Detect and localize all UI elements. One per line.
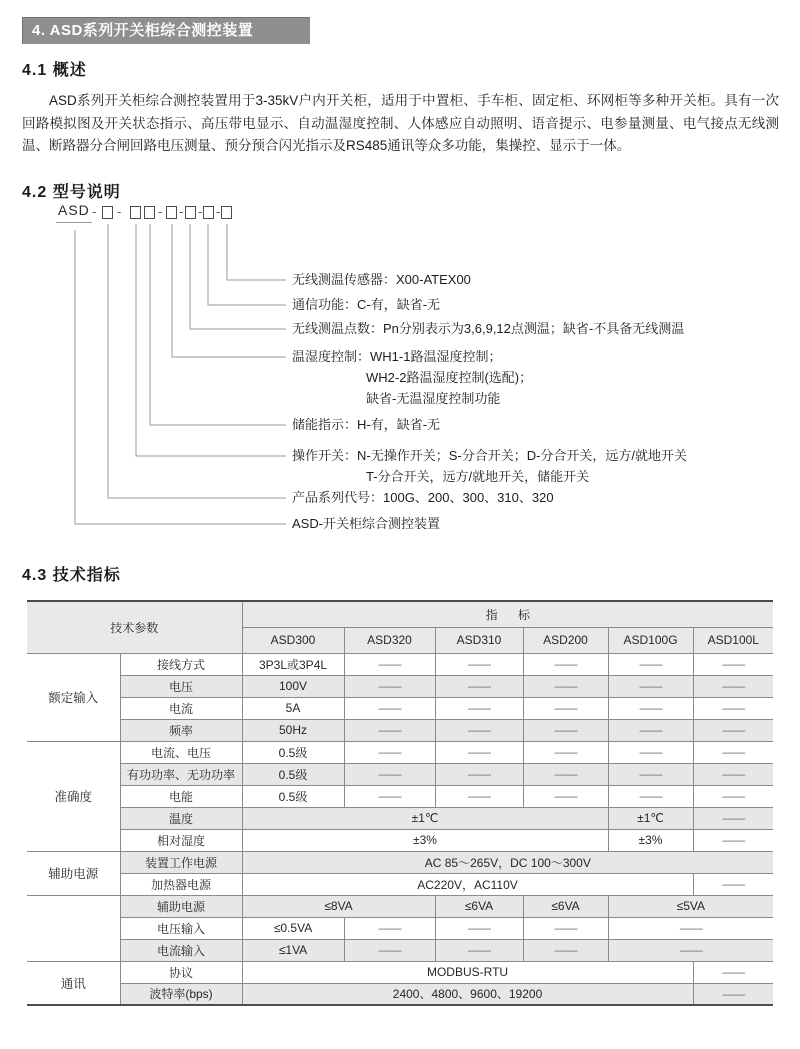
- group-label: 准确度: [27, 741, 120, 851]
- table-cell: ±3%: [608, 829, 693, 851]
- table-cell: ——: [344, 939, 435, 961]
- model-label: 无线测温点数：Pn分别表示为3,6,9,12点测温；缺省-不具备无线测温: [292, 321, 685, 336]
- table-row: [27, 851, 773, 873]
- model-box: [185, 206, 196, 219]
- table-cell: 2400、4800、9600、19200: [242, 983, 693, 1005]
- table-cell: 0.5级: [242, 763, 344, 785]
- model-label: 通信功能：C-有，缺省-无: [292, 297, 441, 312]
- table-cell: ±1℃: [608, 807, 693, 829]
- model-dash: -: [216, 204, 221, 219]
- table-row: [27, 895, 773, 917]
- model-prefix: ASD: [56, 202, 92, 223]
- param-label: 电能: [120, 785, 242, 807]
- col-header: ASD100L: [693, 627, 773, 653]
- param-header: 技术参数: [27, 601, 242, 653]
- model-box: [144, 206, 155, 219]
- table-row: [27, 917, 773, 939]
- param-label: 加热器电源: [120, 873, 242, 895]
- table-cell: ±3%: [242, 829, 608, 851]
- model-label: 无线测温传感器：X00-ATEX00: [292, 272, 471, 287]
- param-label: 相对湿度: [120, 829, 242, 851]
- spec-table-body: [27, 653, 773, 1005]
- model-dash: -: [92, 204, 97, 219]
- param-label: 温度: [120, 807, 242, 829]
- param-label: 电流、电压: [120, 741, 242, 763]
- param-label: 接线方式: [120, 653, 242, 675]
- table-cell: ——: [693, 653, 773, 675]
- model-dash: -: [158, 204, 163, 219]
- group-label: 额定输入: [27, 653, 120, 741]
- table-cell: ——: [693, 961, 773, 983]
- table-cell: ——: [693, 829, 773, 851]
- table-cell: 0.5级: [242, 785, 344, 807]
- table-cell: ——: [608, 741, 693, 763]
- table-cell: ——: [523, 719, 608, 741]
- table-cell: ≤8VA: [242, 895, 435, 917]
- table-cell: ——: [693, 983, 773, 1005]
- indicator-header: 指标: [242, 601, 773, 627]
- param-label: 电压: [120, 675, 242, 697]
- param-label: 波特率(bps): [120, 983, 242, 1005]
- table-cell: ——: [344, 653, 435, 675]
- param-label: 电流: [120, 697, 242, 719]
- table-cell: ——: [344, 741, 435, 763]
- param-label: 频率: [120, 719, 242, 741]
- section-title-bar: [22, 17, 310, 44]
- table-cell: ——: [608, 653, 693, 675]
- heading-model: 4.2 型号说明: [22, 184, 121, 201]
- group-label: 通讯: [27, 961, 120, 1005]
- table-cell: ——: [693, 763, 773, 785]
- table-cell: AC 85～265V，DC 100～300V: [242, 851, 773, 873]
- table-cell: 3P3L或3P4L: [242, 653, 344, 675]
- table-row: [27, 807, 773, 829]
- table-cell: ——: [523, 785, 608, 807]
- col-header: ASD300: [242, 627, 344, 653]
- table-cell: ——: [693, 741, 773, 763]
- table-cell: ——: [344, 763, 435, 785]
- table-cell: ——: [344, 917, 435, 939]
- table-cell: 0.5级: [242, 741, 344, 763]
- col-header: ASD200: [523, 627, 608, 653]
- table-cell: 5A: [242, 697, 344, 719]
- heading-overview: 4.1 概述: [22, 62, 87, 79]
- table-cell: ——: [435, 763, 523, 785]
- param-label: 电压输入: [120, 917, 242, 939]
- table-cell: ≤6VA: [435, 895, 523, 917]
- table-cell: ——: [344, 785, 435, 807]
- table-cell: ——: [693, 719, 773, 741]
- table-row: [27, 785, 773, 807]
- table-row: [27, 983, 773, 1005]
- model-box: [166, 206, 177, 219]
- table-cell: ——: [523, 763, 608, 785]
- table-row: [27, 961, 773, 983]
- table-row: [27, 675, 773, 697]
- table-row: [27, 939, 773, 961]
- table-cell: ≤6VA: [523, 895, 608, 917]
- table-cell: ——: [523, 917, 608, 939]
- table-cell: ——: [608, 763, 693, 785]
- model-dash: -: [198, 204, 203, 219]
- col-header: ASD320: [344, 627, 435, 653]
- table-cell: ≤0.5VA: [242, 917, 344, 939]
- model-box: [102, 206, 113, 219]
- model-box: [203, 206, 214, 219]
- model-diagram: [0, 200, 800, 550]
- table-cell: ——: [523, 697, 608, 719]
- table-cell: ——: [435, 697, 523, 719]
- table-cell: ——: [523, 675, 608, 697]
- model-box: [130, 206, 141, 219]
- table-cell: ≤5VA: [608, 895, 773, 917]
- model-dash: -: [117, 204, 122, 219]
- param-label: 协议: [120, 961, 242, 983]
- model-dash: -: [179, 204, 184, 219]
- param-label: 电流输入: [120, 939, 242, 961]
- group-label: 辅助电源: [27, 851, 120, 895]
- param-label: 装置工作电源: [120, 851, 242, 873]
- table-cell: ≤1VA: [242, 939, 344, 961]
- model-label: 储能指示：H-有，缺省-无: [292, 417, 441, 432]
- table-row: [27, 719, 773, 741]
- table-cell: ±1℃: [242, 807, 608, 829]
- table-cell: ——: [608, 917, 773, 939]
- table-cell: ——: [693, 807, 773, 829]
- table-cell: ——: [435, 653, 523, 675]
- table-cell: ——: [344, 719, 435, 741]
- table-cell: ——: [435, 785, 523, 807]
- table-cell: ——: [435, 741, 523, 763]
- model-label: 产品系列代号：100G、200、300、310、320: [292, 490, 554, 505]
- table-row: [27, 741, 773, 763]
- param-label: 辅助电源: [120, 895, 242, 917]
- table-header-row: [27, 601, 773, 627]
- table-cell: ——: [523, 939, 608, 961]
- table-cell: ——: [693, 697, 773, 719]
- table-row: [27, 763, 773, 785]
- table-cell: ——: [435, 939, 523, 961]
- table-row: [27, 653, 773, 675]
- table-cell: ——: [693, 785, 773, 807]
- col-header: ASD310: [435, 627, 523, 653]
- table-cell: ——: [523, 741, 608, 763]
- table-cell: ——: [608, 939, 773, 961]
- model-box: [221, 206, 232, 219]
- spec-table: [27, 600, 773, 1006]
- table-cell: MODBUS-RTU: [242, 961, 693, 983]
- param-label: 有功功率、无功功率: [120, 763, 242, 785]
- overview-paragraph: ASD系列开关柜综合测控装置用于3-35kV户内开关柜，适用于中置柜、手车柜、固定柜、环网柜等多种开关柜。具有一次回路模拟图及开关状态指示、高压带电显示、自动温湿度控制、人体感应自动照明、语音提示、电参量测量、电气接点无线测温、断路器分合闸回路电压测量、预分预合闪光指示及RS485通讯等众多功能，集操控、显示于一体。: [22, 93, 779, 153]
- table-row: [27, 873, 773, 895]
- section-title: 4. ASD系列开关柜综合测控装置: [32, 22, 254, 39]
- table-cell: ——: [608, 675, 693, 697]
- table-cell: ——: [693, 675, 773, 697]
- model-label: 温湿度控制：WH1-1路温湿度控制； WH2-2路温湿度控制(选配)； 缺省-无温湿度控制功能: [292, 349, 533, 406]
- table-cell: ——: [523, 653, 608, 675]
- table-row: [27, 829, 773, 851]
- table-cell: ——: [608, 697, 693, 719]
- model-label: 操作开关：N-无操作开关；S-分合开关；D-分合开关，远方/就地开关 T-分合开关，远方/就地开关，储能开关: [292, 448, 688, 484]
- table-cell: ——: [344, 697, 435, 719]
- table-cell: ——: [608, 719, 693, 741]
- table-cell: 50Hz: [242, 719, 344, 741]
- table-cell: AC220V，AC110V: [242, 873, 693, 895]
- table-row: [27, 697, 773, 719]
- group-label: [27, 895, 120, 961]
- table-cell: ——: [693, 873, 773, 895]
- table-cell: ——: [344, 675, 435, 697]
- table-cell: 100V: [242, 675, 344, 697]
- table-cell: ——: [435, 917, 523, 939]
- table-cell: ——: [435, 719, 523, 741]
- heading-specs: 4.3 技术指标: [22, 567, 121, 584]
- table-cell: ——: [435, 675, 523, 697]
- col-header: ASD100G: [608, 627, 693, 653]
- table-cell: ——: [608, 785, 693, 807]
- model-label: ASD-开关柜综合测控装置: [292, 516, 441, 531]
